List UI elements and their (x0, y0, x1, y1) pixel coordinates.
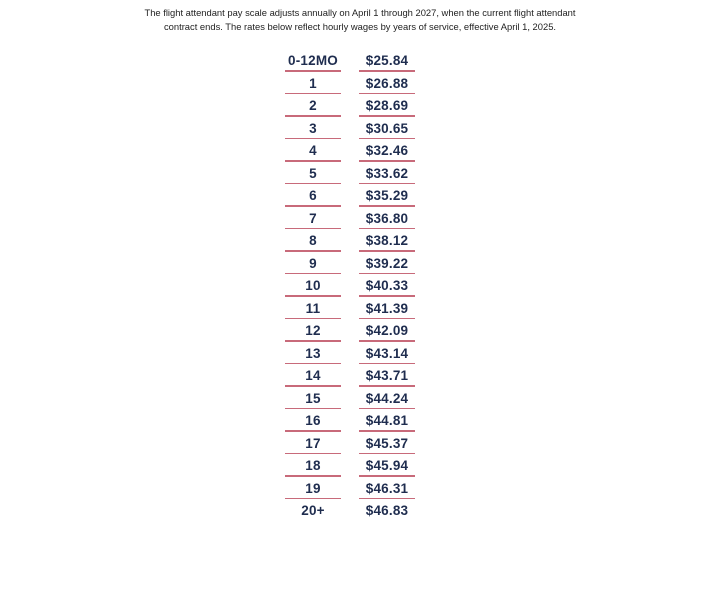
row-divider (359, 138, 415, 140)
row-divider (359, 408, 415, 410)
row-divider (359, 363, 415, 365)
years-of-service-cell: 17 (305, 435, 321, 451)
table-row (285, 276, 415, 299)
hourly-rate-cell: $36.80 (365, 210, 409, 226)
hourly-rate-cell: $26.88 (365, 75, 409, 91)
row-divider (285, 250, 341, 252)
table-row (285, 501, 415, 524)
row-divider (359, 250, 415, 252)
row-divider (359, 318, 415, 320)
years-of-service-cell: 4 (309, 143, 317, 158)
row-divider (285, 228, 341, 230)
row-divider (285, 408, 341, 410)
intro-text (0, 6, 720, 33)
years-of-service-cell: 1 (309, 75, 317, 91)
table-row (285, 321, 415, 344)
years-of-service-cell: 2 (309, 98, 317, 113)
row-divider (285, 363, 341, 365)
hourly-rate-cell: $43.14 (365, 345, 409, 361)
hourly-rate-cell: $28.69 (365, 98, 409, 113)
table-row (285, 411, 415, 434)
row-divider (285, 183, 341, 185)
table-row (285, 74, 415, 97)
row-divider (359, 340, 415, 342)
hourly-rate-cell: $46.83 (365, 503, 409, 518)
table-row (285, 344, 415, 367)
row-divider (359, 498, 415, 500)
row-divider (285, 385, 341, 387)
years-of-service-cell: 7 (309, 210, 317, 226)
row-divider (359, 295, 415, 297)
hourly-rate-cell: $42.09 (365, 323, 409, 338)
hourly-rate-cell: $45.37 (365, 435, 409, 451)
row-divider (285, 115, 341, 117)
hourly-rate-cell: $25.84 (365, 53, 409, 68)
years-of-service-cell: 18 (305, 458, 321, 473)
row-divider (359, 205, 415, 207)
row-divider (285, 70, 341, 72)
table-row (285, 209, 415, 232)
hourly-rate-cell: $44.81 (365, 413, 409, 428)
years-of-service-cell: 3 (309, 120, 317, 136)
years-of-service-cell: 0-12MO (288, 53, 338, 68)
years-of-service-cell: 9 (309, 255, 317, 271)
years-of-service-cell: 16 (305, 413, 321, 428)
table-row (285, 479, 415, 502)
row-divider (285, 430, 341, 432)
hourly-rate-cell: $33.62 (365, 165, 409, 181)
row-divider (359, 430, 415, 432)
table-row (285, 434, 415, 457)
table-row (285, 366, 415, 389)
years-of-service-cell: 20+ (301, 503, 325, 518)
table-row (285, 96, 415, 119)
table-row (285, 389, 415, 412)
years-of-service-cell: 19 (305, 480, 321, 496)
row-divider (285, 318, 341, 320)
table-row (285, 51, 415, 74)
row-divider (285, 453, 341, 455)
row-divider (285, 475, 341, 477)
years-of-service-cell: 6 (309, 188, 317, 203)
years-of-service-cell: 13 (305, 345, 321, 361)
years-of-service-cell: 11 (305, 300, 321, 316)
years-of-service-cell: 12 (305, 323, 321, 338)
row-divider (285, 295, 341, 297)
hourly-rate-cell: $38.12 (365, 233, 409, 248)
years-of-service-cell: 5 (309, 165, 317, 181)
row-divider (359, 160, 415, 162)
pay-scale-table (285, 51, 415, 524)
table-row (285, 141, 415, 164)
row-divider (359, 70, 415, 72)
hourly-rate-cell: $41.39 (365, 300, 409, 316)
row-divider (285, 138, 341, 140)
row-divider (359, 475, 415, 477)
hourly-rate-cell: $46.31 (365, 480, 409, 496)
hourly-rate-cell: $30.65 (365, 120, 409, 136)
table-row (285, 231, 415, 254)
intro-line-2: contract ends. The rates below reflect hourly wages by years of service, effective April 1, 2025. (163, 20, 557, 32)
table-row (285, 299, 415, 322)
row-divider (359, 93, 415, 95)
row-divider (285, 160, 341, 162)
years-of-service-cell: 14 (305, 368, 321, 383)
hourly-rate-cell: $39.22 (365, 255, 409, 271)
hourly-rate-cell: $32.46 (365, 143, 409, 158)
row-divider (285, 273, 341, 275)
table-row (285, 119, 415, 142)
years-of-service-cell: 10 (305, 278, 321, 293)
row-divider (285, 498, 341, 500)
row-divider (285, 205, 341, 207)
row-divider (285, 93, 341, 95)
hourly-rate-cell: $40.33 (365, 278, 409, 293)
row-divider (359, 273, 415, 275)
table-row (285, 164, 415, 187)
table-row (285, 254, 415, 277)
row-divider (285, 340, 341, 342)
table-row (285, 456, 415, 479)
hourly-rate-cell: $43.71 (365, 368, 409, 383)
years-of-service-cell: 15 (305, 390, 321, 406)
row-divider (359, 228, 415, 230)
row-divider (359, 385, 415, 387)
table-row (285, 186, 415, 209)
row-divider (359, 183, 415, 185)
hourly-rate-cell: $44.24 (365, 390, 409, 406)
row-divider (359, 453, 415, 455)
hourly-rate-cell: $45.94 (365, 458, 409, 473)
intro-line-1: The flight attendant pay scale adjusts annually on April 1 through 2027, when the current flight attendant (144, 7, 576, 18)
row-divider (359, 115, 415, 117)
years-of-service-cell: 8 (309, 233, 317, 248)
hourly-rate-cell: $35.29 (365, 188, 409, 203)
